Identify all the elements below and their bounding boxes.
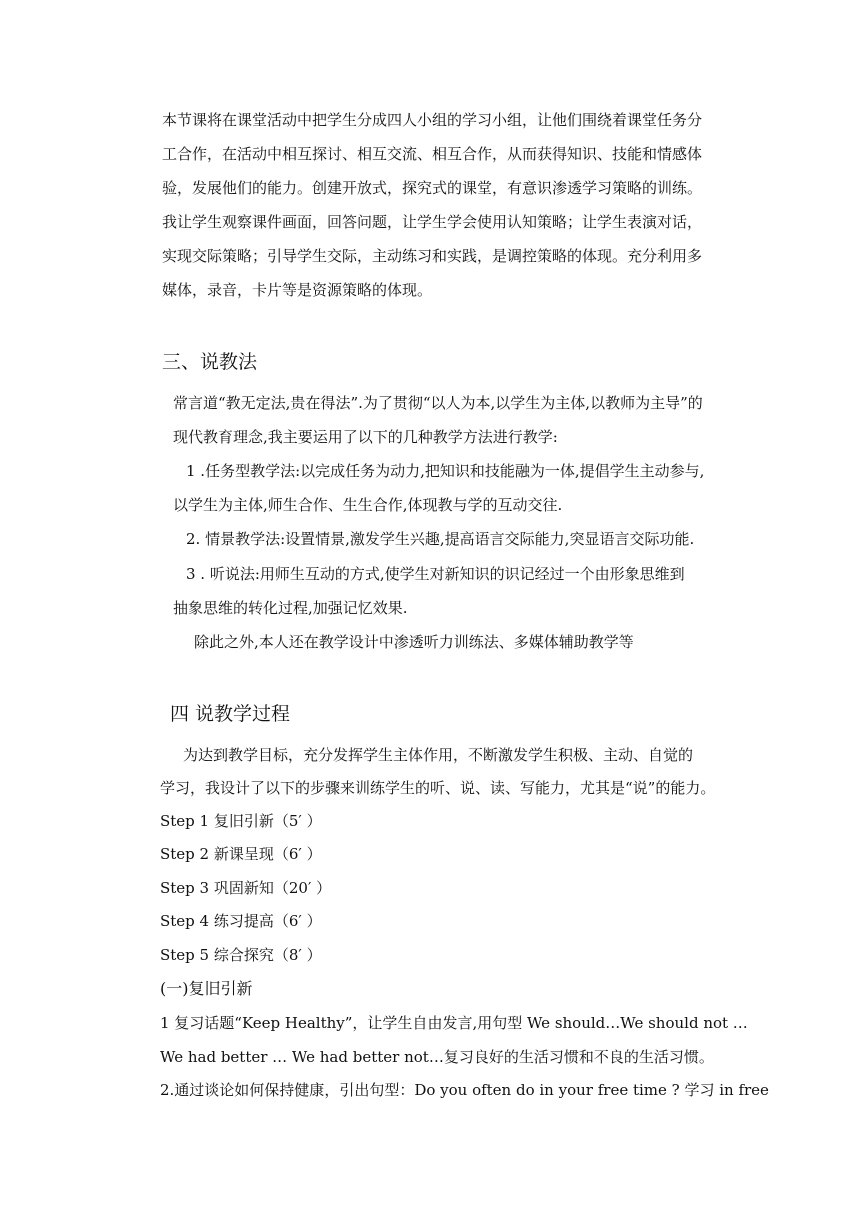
section3-line-2: 现代教育理念,我主要运用了以下的几种教学方法进行教学: <box>173 428 558 446</box>
section3-line-1: 常言道“教无定法,贵在得法”.为了贯彻“以人为本,以学生为主体,以教师为主导”的 <box>173 394 703 412</box>
section3-line-7: 抽象思维的转化过程,加强记忆效果. <box>173 599 408 617</box>
section3-line-4: 以学生为主体,师生合作、生生合作,体现教与学的互动交往. <box>173 496 563 514</box>
step-1: Step 1 复旧引新（5′ ） <box>160 812 322 830</box>
detail-line-1: 1 复习话题“Keep Healthy”，让学生自由发言,用句型 We should…We should not … <box>160 1014 748 1032</box>
detail-line-2: We had better … We had better not…复习良好的生活习惯和不良的生活习惯。 <box>160 1048 714 1066</box>
intro-line-1: 本节课将在课堂活动中把学生分成四人小组的学习小组，让他们围绕着课堂任务分 <box>162 111 703 129</box>
intro-line-6: 媒体，录音，卡片等是资源策略的体现。 <box>162 281 433 299</box>
detail-line-3: 2.通过谈论如何保持健康，引出句型：Do you often do in your free time ? 学习 in free <box>160 1081 769 1099</box>
step-3: Step 3 巩固新知（20′ ） <box>160 879 332 897</box>
section3-line-3: 1 .任务型教学法:以完成任务为动力,把知识和技能融为一体,提倡学生主动参与, <box>186 462 705 480</box>
intro-line-4: 我让学生观察课件画面，回答问题，让学生学会使用认知策略；让学生表演对话， <box>162 213 703 231</box>
section3-line-5: 2. 情景教学法:设置情景,激发学生兴趣,提高语言交际能力,突显语言交际功能. <box>186 530 695 548</box>
step-2: Step 2 新课呈现（6′ ） <box>160 845 322 863</box>
subheading-review: (一)复旧引新 <box>160 979 253 998</box>
intro-line-3: 验，发展他们的能力。创建开放式，探究式的课堂，有意识渗透学习策略的训练。 <box>162 179 703 197</box>
section4-heading: 四 说教学过程 <box>170 703 291 725</box>
step-4: Step 4 练习提高（6′ ） <box>160 912 322 930</box>
section3-line-6: 3 . 听说法:用师生互动的方式,使学生对新知识的识记经过一个由形象思维到 <box>186 565 685 583</box>
intro-line-5: 实现交际策略；引导学生交际，主动练习和实践，是调控策略的体现。充分利用多 <box>162 247 703 265</box>
section4-line-2: 学习，我设计了以下的步骤来训练学生的听、说、读、写能力，尤其是“说”的能力。 <box>160 779 716 797</box>
step-5: Step 5 综合探究（8′ ） <box>160 946 322 964</box>
section3-line-8: 除此之外,本人还在教学设计中渗透听力训练法、多媒体辅助教学等 <box>194 633 634 651</box>
intro-line-2: 工合作，在活动中相互探讨、相互交流、相互合作，从而获得知识、技能和情感体 <box>162 145 703 163</box>
section4-line-1: 为达到教学目标，充分发挥学生主体作用，不断激发学生积极、主动、自觉的 <box>183 746 694 764</box>
section3-heading: 三、说教法 <box>162 351 258 373</box>
